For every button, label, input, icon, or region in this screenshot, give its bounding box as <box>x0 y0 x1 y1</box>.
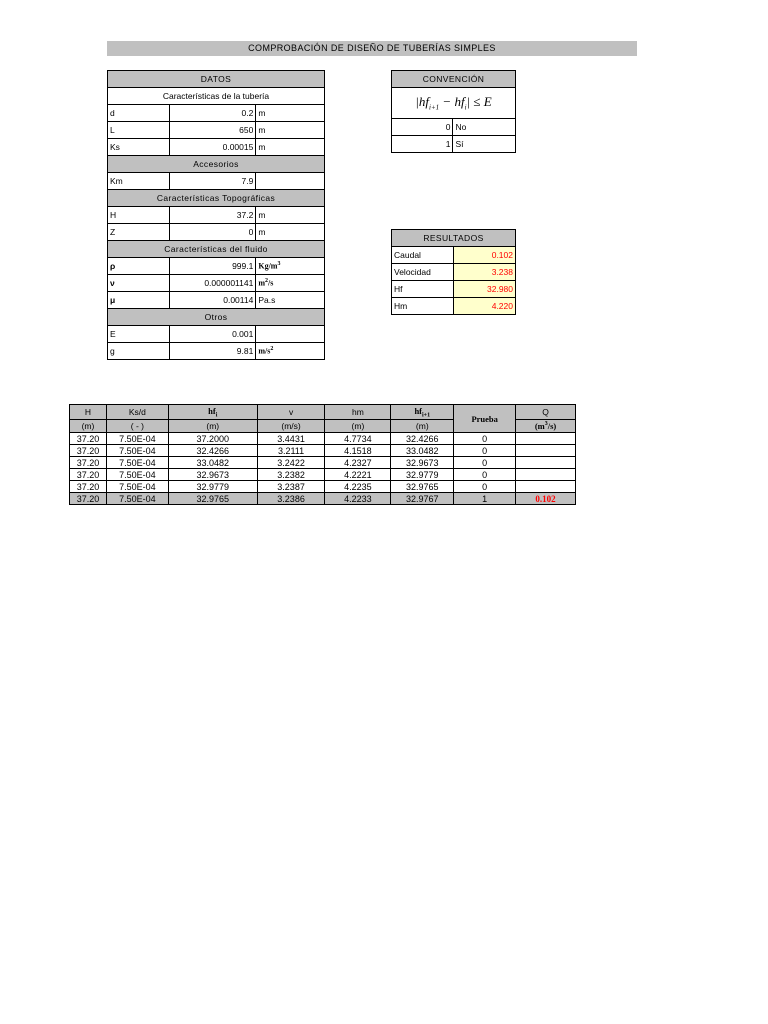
label-Km: Km <box>108 173 170 190</box>
cell-hm: 4.2327 <box>325 457 391 469</box>
row-Z <box>108 224 325 241</box>
datos-table <box>107 70 325 360</box>
value-mu[interactable]: 0.00114 <box>169 292 256 309</box>
cell-q <box>516 433 576 445</box>
page-title: COMPROBACIÓN DE DISEÑO DE TUBERÍAS SIMPLES <box>107 41 637 56</box>
unit-hfi: (m) <box>168 420 257 433</box>
cell-q: 0.102 <box>516 493 576 505</box>
result-row-hf <box>392 281 516 298</box>
result-row-hm <box>392 298 516 315</box>
unit-d: m <box>256 105 325 122</box>
unit-H: m <box>256 207 325 224</box>
result-label: Caudal <box>392 247 454 264</box>
cell-ksd: 7.50E-04 <box>106 457 168 469</box>
cell-q <box>516 469 576 481</box>
convencion-table <box>391 70 516 153</box>
convencion-value: 0 <box>392 119 453 136</box>
cell-hfi1: 33.0482 <box>391 445 454 457</box>
cell-hfi1: 32.9673 <box>391 457 454 469</box>
unit-rho: $Kg/m^3$ <box>256 258 325 275</box>
result-value: 32.980 <box>453 281 515 298</box>
cell-v: 3.2382 <box>257 469 325 481</box>
value-L[interactable]: 650 <box>169 122 256 139</box>
row-E <box>108 326 325 343</box>
cell-h: 37.20 <box>70 445 107 457</box>
cell-v: 3.2386 <box>257 493 325 505</box>
value-Z[interactable]: 0 <box>169 224 256 241</box>
cell-hfi1: 32.9765 <box>391 481 454 493</box>
row-mu <box>108 292 325 309</box>
cell-h: 37.20 <box>70 457 107 469</box>
iteraciones-table <box>69 404 576 505</box>
header-hfi1: $hf_{i+1}$ <box>391 405 454 420</box>
table-row <box>70 481 576 493</box>
cell-v: 3.4431 <box>257 433 325 445</box>
label-g: g <box>108 343 170 360</box>
result-row-velocidad <box>392 264 516 281</box>
result-value: 3.238 <box>453 264 515 281</box>
cell-q <box>516 445 576 457</box>
table-row <box>70 493 576 505</box>
cell-hm: 4.1518 <box>325 445 391 457</box>
section-otros: Otros <box>108 309 325 326</box>
unit-mu: Pa.s <box>256 292 325 309</box>
row-nu <box>108 275 325 292</box>
cell-ksd: 7.50E-04 <box>106 469 168 481</box>
unit-h: (m) <box>70 420 107 433</box>
cell-ksd: 7.50E-04 <box>106 445 168 457</box>
unit-q: $(m^3/s)$ <box>516 420 576 433</box>
value-d[interactable]: 0.2 <box>169 105 256 122</box>
result-value: 0.102 <box>453 247 515 264</box>
row-L <box>108 122 325 139</box>
value-nu[interactable]: 0.000001141 <box>169 275 256 292</box>
unit-ksd: ( - ) <box>106 420 168 433</box>
value-g[interactable]: 9.81 <box>169 343 256 360</box>
cell-ksd: 7.50E-04 <box>106 433 168 445</box>
convencion-label: No <box>453 119 516 136</box>
unit-L: m <box>256 122 325 139</box>
convencion-value: 1 <box>392 136 453 153</box>
cell-hm: 4.2221 <box>325 469 391 481</box>
row-rho <box>108 258 325 275</box>
value-rho[interactable]: 999.1 <box>169 258 256 275</box>
iteraciones-body <box>70 433 576 505</box>
cell-hfi: 32.9673 <box>168 469 257 481</box>
convencion-label: Sí <box>453 136 516 153</box>
cell-prueba: 0 <box>454 433 516 445</box>
label-H: H <box>108 207 170 224</box>
value-Km[interactable]: 7.9 <box>169 173 256 190</box>
cell-q <box>516 481 576 493</box>
cell-hfi1: 32.4266 <box>391 433 454 445</box>
label-Z: Z <box>108 224 170 241</box>
label-E: E <box>108 326 170 343</box>
cell-hfi: 32.4266 <box>168 445 257 457</box>
table-row <box>70 433 576 445</box>
cell-hfi: 33.0482 <box>168 457 257 469</box>
unit-E <box>256 326 325 343</box>
row-Ks <box>108 139 325 156</box>
unit-hfi1: (m) <box>391 420 454 433</box>
convencion-row <box>392 119 516 136</box>
cell-ksd: 7.50E-04 <box>106 493 168 505</box>
header-q: Q <box>516 405 576 420</box>
header-v: v <box>257 405 325 420</box>
result-value: 4.220 <box>453 298 515 315</box>
cell-v: 3.2387 <box>257 481 325 493</box>
cell-h: 37.20 <box>70 433 107 445</box>
section-topograficas: Características Topográficas <box>108 190 325 207</box>
convencion-header: CONVENCIÓN <box>392 71 516 88</box>
cell-h: 37.20 <box>70 469 107 481</box>
cell-prueba: 0 <box>454 457 516 469</box>
value-Ks[interactable]: 0.00015 <box>169 139 256 156</box>
resultados-header: RESULTADOS <box>392 230 516 247</box>
label-nu: ν <box>108 275 170 292</box>
unit-g: $m/s^2$ <box>256 343 325 360</box>
value-E[interactable]: 0.001 <box>169 326 256 343</box>
section-accesorios: Accesorios <box>108 156 325 173</box>
convencion-row <box>392 136 516 153</box>
row-g <box>108 343 325 360</box>
cell-q <box>516 457 576 469</box>
header-hm: hm <box>325 405 391 420</box>
cell-v: 3.2422 <box>257 457 325 469</box>
cell-ksd: 7.50E-04 <box>106 481 168 493</box>
cell-hfi1: 32.9767 <box>391 493 454 505</box>
result-row-caudal <box>392 247 516 264</box>
value-H[interactable]: 37.2 <box>169 207 256 224</box>
cell-v: 3.2111 <box>257 445 325 457</box>
resultados-table <box>391 229 516 315</box>
convergence-formula: $|hf_{i+1} - hf_i| \le E$ <box>392 88 516 119</box>
cell-prueba: 0 <box>454 481 516 493</box>
unit-v: (m/s) <box>257 420 325 433</box>
header-hfi: $hf_i$ <box>168 405 257 420</box>
table-row <box>70 457 576 469</box>
cell-prueba: 0 <box>454 445 516 457</box>
header-prueba: Prueba <box>454 405 516 433</box>
unit-Km <box>256 173 325 190</box>
table-row <box>70 445 576 457</box>
unit-Ks: m <box>256 139 325 156</box>
label-mu: μ <box>108 292 170 309</box>
label-d: d <box>108 105 170 122</box>
cell-h: 37.20 <box>70 481 107 493</box>
result-label: Hf <box>392 281 454 298</box>
cell-hfi1: 32.9779 <box>391 469 454 481</box>
unit-nu: $m^2/s$ <box>256 275 325 292</box>
header-ksd: Ks/d <box>106 405 168 420</box>
label-L: L <box>108 122 170 139</box>
row-Km <box>108 173 325 190</box>
cell-hm: 4.2235 <box>325 481 391 493</box>
cell-prueba: 0 <box>454 469 516 481</box>
unit-Z: m <box>256 224 325 241</box>
unit-hm: (m) <box>325 420 391 433</box>
header-h: H <box>70 405 107 420</box>
label-Ks: Ks <box>108 139 170 156</box>
cell-hm: 4.2233 <box>325 493 391 505</box>
header-row-top <box>70 405 576 420</box>
cell-hfi: 32.9779 <box>168 481 257 493</box>
row-H <box>108 207 325 224</box>
section-tuberia: Características de la tubería <box>108 88 325 105</box>
cell-hfi: 37.2000 <box>168 433 257 445</box>
section-fluido: Características del fluido <box>108 241 325 258</box>
row-d <box>108 105 325 122</box>
label-rho: ρ <box>108 258 170 275</box>
table-row <box>70 469 576 481</box>
cell-hm: 4.7734 <box>325 433 391 445</box>
result-label: Velocidad <box>392 264 454 281</box>
cell-hfi: 32.9765 <box>168 493 257 505</box>
cell-h: 37.20 <box>70 493 107 505</box>
datos-header: DATOS <box>108 71 325 88</box>
cell-prueba: 1 <box>454 493 516 505</box>
result-label: Hm <box>392 298 454 315</box>
